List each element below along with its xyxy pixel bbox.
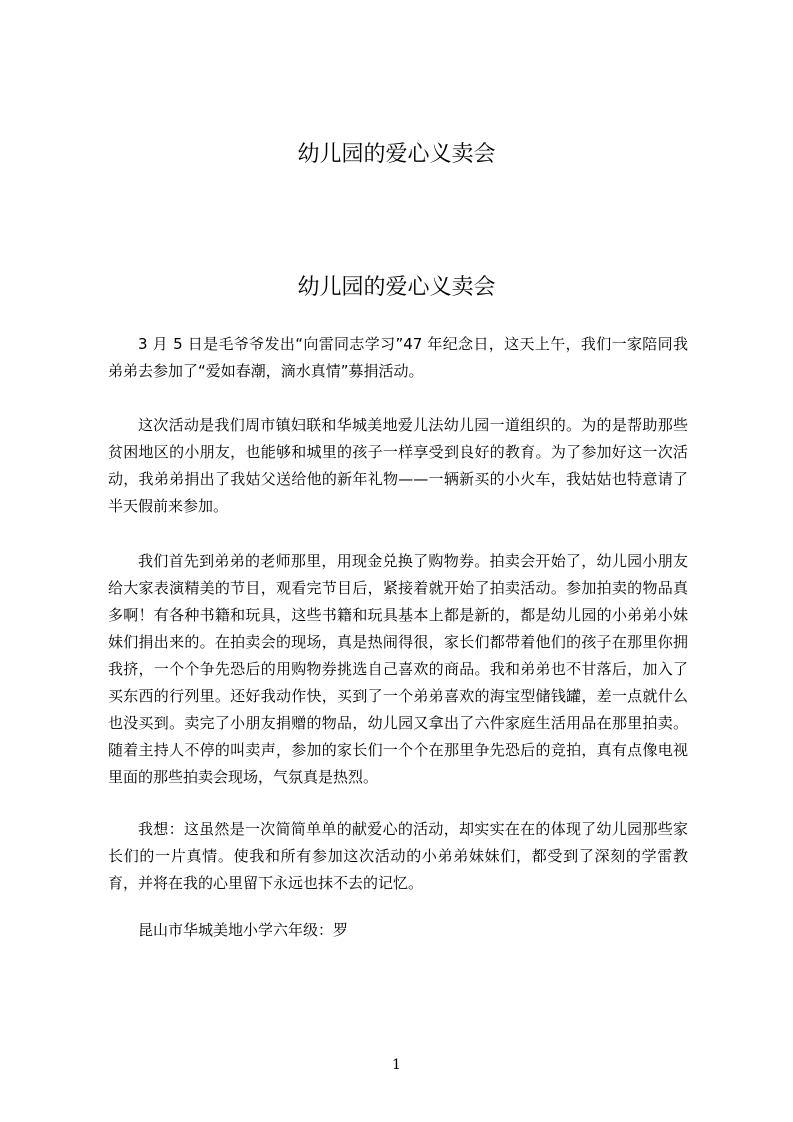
- paragraph: 这次活动是我们周市镇妇联和华城美地爱儿法幼儿园一道组织的。为的是帮助那些贫困地区的小朋友，也能够和城里的孩子一样享受到良好的教育。为了参加好这一次活动，我弟弟捐出了我姑父送给他的新年礼物——一辆新买的小火车，我姑姑也特意请了半天假前来参加。: [108, 416, 688, 515]
- paragraph: 3 月 5 日是毛爷爷发出“向雷同志学习”47 年纪念日，这天上午，我们一家陪同我弟弟去参加了“爱如春潮，滴水真情”募捐活动。: [108, 335, 688, 380]
- page-number: 1: [392, 1057, 401, 1073]
- paragraph: 我想：这虽然是一次简简单单的献爱心的活动，却实实在在的体现了幼儿园那些家长们的一片真情。使我和所有参加这次活动的小弟弟妹妹们，都受到了深刻的学雷教育，并将在我的心里留下永远也抹不去的记忆。: [108, 820, 688, 892]
- author-line: 昆山市华城美地小学六年级：罗: [138, 921, 349, 939]
- header-title: 幼儿园的爱心义卖会: [297, 142, 496, 167]
- article-title: 幼儿园的爱心义卖会: [297, 275, 496, 300]
- paragraph: 我们首先到弟弟的老师那里，用现金兑换了购物券。拍卖会开始了，幼儿园小朋友给大家表演精美的节目，观看完节目后，紧接着就开始了拍卖活动。参加拍卖的物品真多啊！有各种书籍和玩具，这些书籍和玩具基本上都是新的，都是幼儿园的小弟弟小妹妹们捐出来的。在拍卖会的现场，真是热闹得很，家长们都带着他们的孩子在那里你拥我挤，一个个争先恐后的用购物券挑选自己喜欢的商品。我和弟弟也不甘落后，加入了买东西的行列里。还好我动作快，买到了一个弟弟喜欢的海宝型储钱罐，差一点就什么也没买到。卖完了小朋友捐赠的物品，幼儿园又拿出了六件家庭生活用品在那里拍卖。随着主持人不停的叫卖声，参加的家长们一个个在那里争先恐后的竞拍，真有点像电视里面的那些拍卖会现场，气氛真是热烈。: [108, 552, 688, 786]
